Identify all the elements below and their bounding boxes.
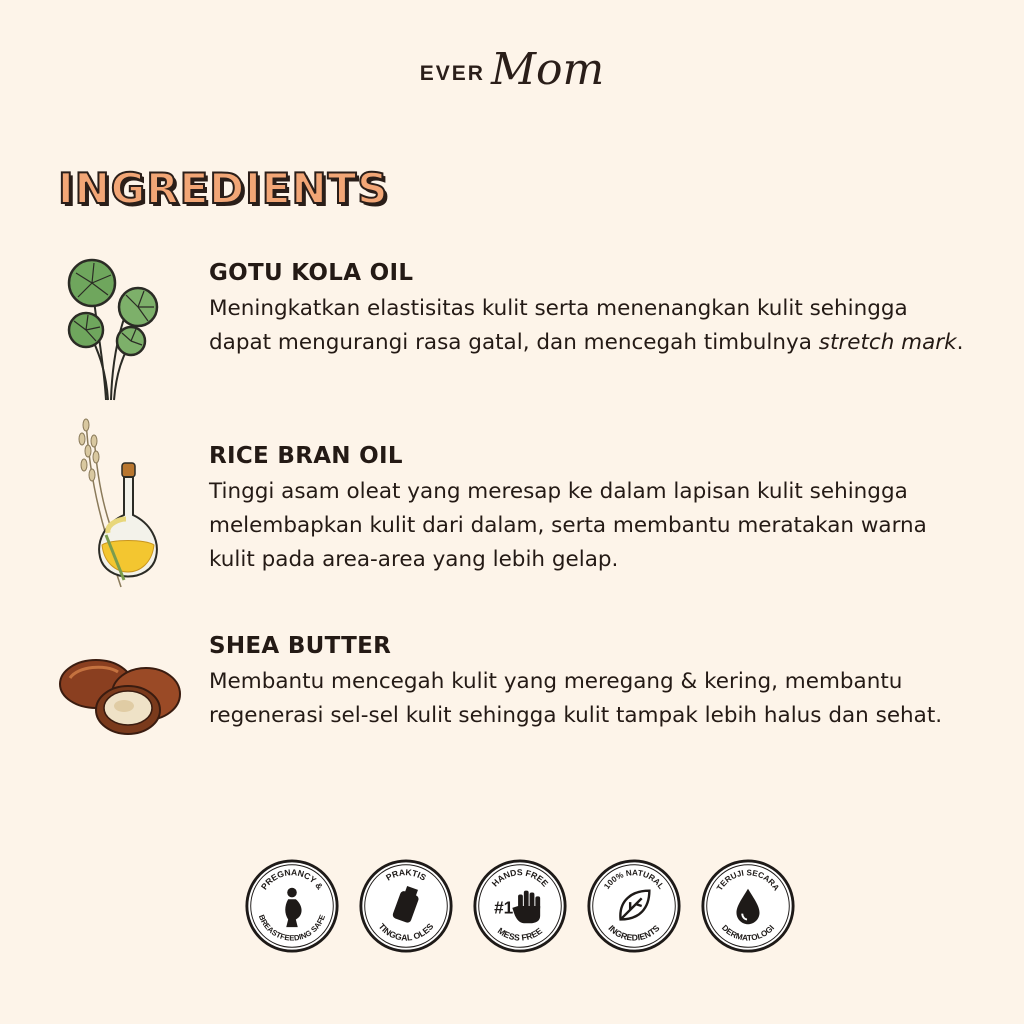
description-text: Meningkatkan elastisitas kulit serta menenangkan kulit sehingga dapat mengurangi rasa gatal, dan mencegah timbulnya — [209, 296, 908, 355]
badge-bottom-text: TINGGAL OLES — [376, 921, 436, 943]
brand-logo-ever: EVER — [419, 62, 485, 85]
badge-row — [244, 858, 796, 954]
badge-top-text: HANDS FREE — [489, 867, 551, 889]
shea-nut-icon — [56, 656, 186, 742]
section-title: INGREDIENTS — [58, 164, 389, 213]
ingredient-description: Membantu mencegah kulit yang meregang & kering, membantu regenerasi sel-sel kulit sehingga kulit tampak lebih halus dan sehat. — [209, 669, 943, 728]
description-italic-text: stretch mark — [818, 330, 957, 355]
badge-praktis — [358, 858, 454, 954]
badge-bottom-text: DERMATOLOGI — [719, 923, 777, 943]
badge-pregnancy-safe — [244, 858, 340, 954]
badge-bottom-text: MESS FREE — [495, 925, 545, 943]
badge-natural — [586, 858, 682, 954]
rice-bran-oil-bottle-icon — [66, 415, 176, 594]
ingredient-name: RICE BRAN OIL — [209, 443, 403, 469]
ingredient-description — [209, 292, 969, 360]
badge-bottom-text: BREASTFEEDING SAFE — [256, 913, 328, 943]
ingredient-name: SHEA BUTTER — [209, 633, 392, 659]
badge-top-text: PRAKTIS — [384, 867, 428, 883]
description-text-end: . — [956, 330, 964, 355]
gotu-kola-leaf-icon — [56, 255, 166, 409]
brand-logo — [0, 44, 1024, 95]
badge-bottom-text: INGREDIENTS — [606, 923, 662, 943]
ingredient-name: GOTU KOLA OIL — [209, 260, 414, 286]
badge-dermatology — [700, 858, 796, 954]
badge-top-text: TERUJI SECARA — [715, 868, 781, 893]
ingredient-description: Tinggi asam oleat yang meresap ke dalam lapisan kulit sehingga melembapkan kulit dari dalam, serta membantu meratakan warna kulit pada area-area yang lebih gelap. — [209, 479, 927, 572]
badge-center-text: #1 — [494, 897, 514, 918]
badge-top-text: PREGNANCY & — [258, 867, 326, 892]
badge-hands-free — [472, 858, 568, 954]
badge-top-text: 100% NATURAL — [602, 868, 666, 891]
brand-logo-mom: Mom — [490, 44, 605, 95]
